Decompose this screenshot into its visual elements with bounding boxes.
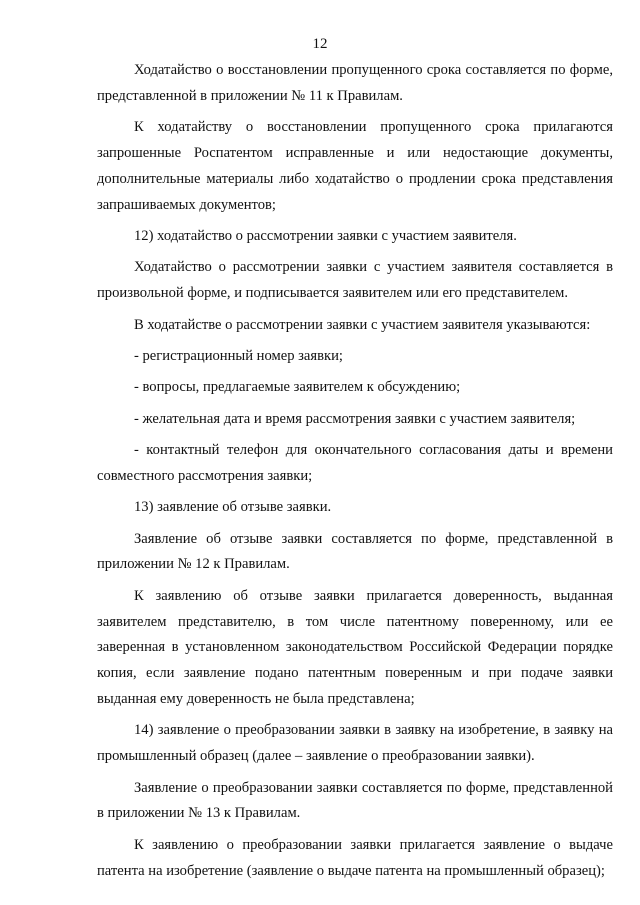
paragraph-withdrawal-attachments: К заявлению об отзыве заявки прилагается доверенность, выданная заявителем представителю, в том числе патентному поверенному, или ее заверенная в установленном законодательством Российской Федерации порядке копия, если заявление подано патентным поверенным и при подаче заявки выданная ему доверенность не была представлена; bbox=[97, 587, 613, 708]
paragraph-item-12-heading: 12) ходатайство о рассмотрении заявки с участием заявителя. bbox=[134, 227, 517, 244]
list-item-contact-phone: - контактный телефон для окончательного согласования даты и времени совместного рассмотрения заявки; bbox=[97, 442, 613, 484]
paragraph-petition-restore-attachments: К ходатайству о восстановлении пропущенного срока прилагаются запрошенные Роспатентом исправленные и или недостающие документы, дополнительные материалы либо ходатайство о продлении срока представления запрашиваемых документов; bbox=[97, 119, 613, 213]
paragraph-petition-restore-form: Ходатайство о восстановлении пропущенного срока составляется по форме, представленной в приложении № 11 к Правилам. bbox=[97, 62, 613, 104]
list-item-discussion-questions: - вопросы, предлагаемые заявителем к обсуждению; bbox=[134, 379, 461, 396]
page-number: 12 bbox=[312, 36, 328, 52]
list-item-preferred-date: - желательная дата и время рассмотрения заявки с участием заявителя; bbox=[134, 410, 576, 427]
paragraph-conversion-form: Заявление о преобразовании заявки составляется по форме, представленной в приложении № 13 к Правилам. bbox=[97, 779, 613, 822]
paragraph-item-14-heading: 14) заявление о преобразовании заявки в заявку на изобретение, в заявку на промышленный образец (далее – заявление о преобразовании заявки). bbox=[97, 722, 613, 765]
paragraph-petition-review-contents: В ходатайстве о рассмотрении заявки с участием заявителя указываются: bbox=[134, 316, 591, 333]
document-body bbox=[97, 58, 613, 890]
paragraph-conversion-attachments: К заявлению о преобразовании заявки прилагается заявление о выдаче патента на изобретение (заявление о выдаче патента на промышленный образец); bbox=[97, 836, 613, 879]
paragraph-item-13-heading: 13) заявление об отзыве заявки. bbox=[134, 499, 332, 516]
list-item-registration-number: - регистрационный номер заявки; bbox=[134, 347, 343, 364]
paragraph-petition-review-form: Ходатайство о рассмотрении заявки с участием заявителя составляется в произвольной форме, и подписывается заявителем или его представителем. bbox=[97, 259, 613, 302]
paragraph-withdrawal-form: Заявление об отзыве заявки составляется по форме, представленной в приложении № 12 к Правилам. bbox=[97, 530, 613, 573]
